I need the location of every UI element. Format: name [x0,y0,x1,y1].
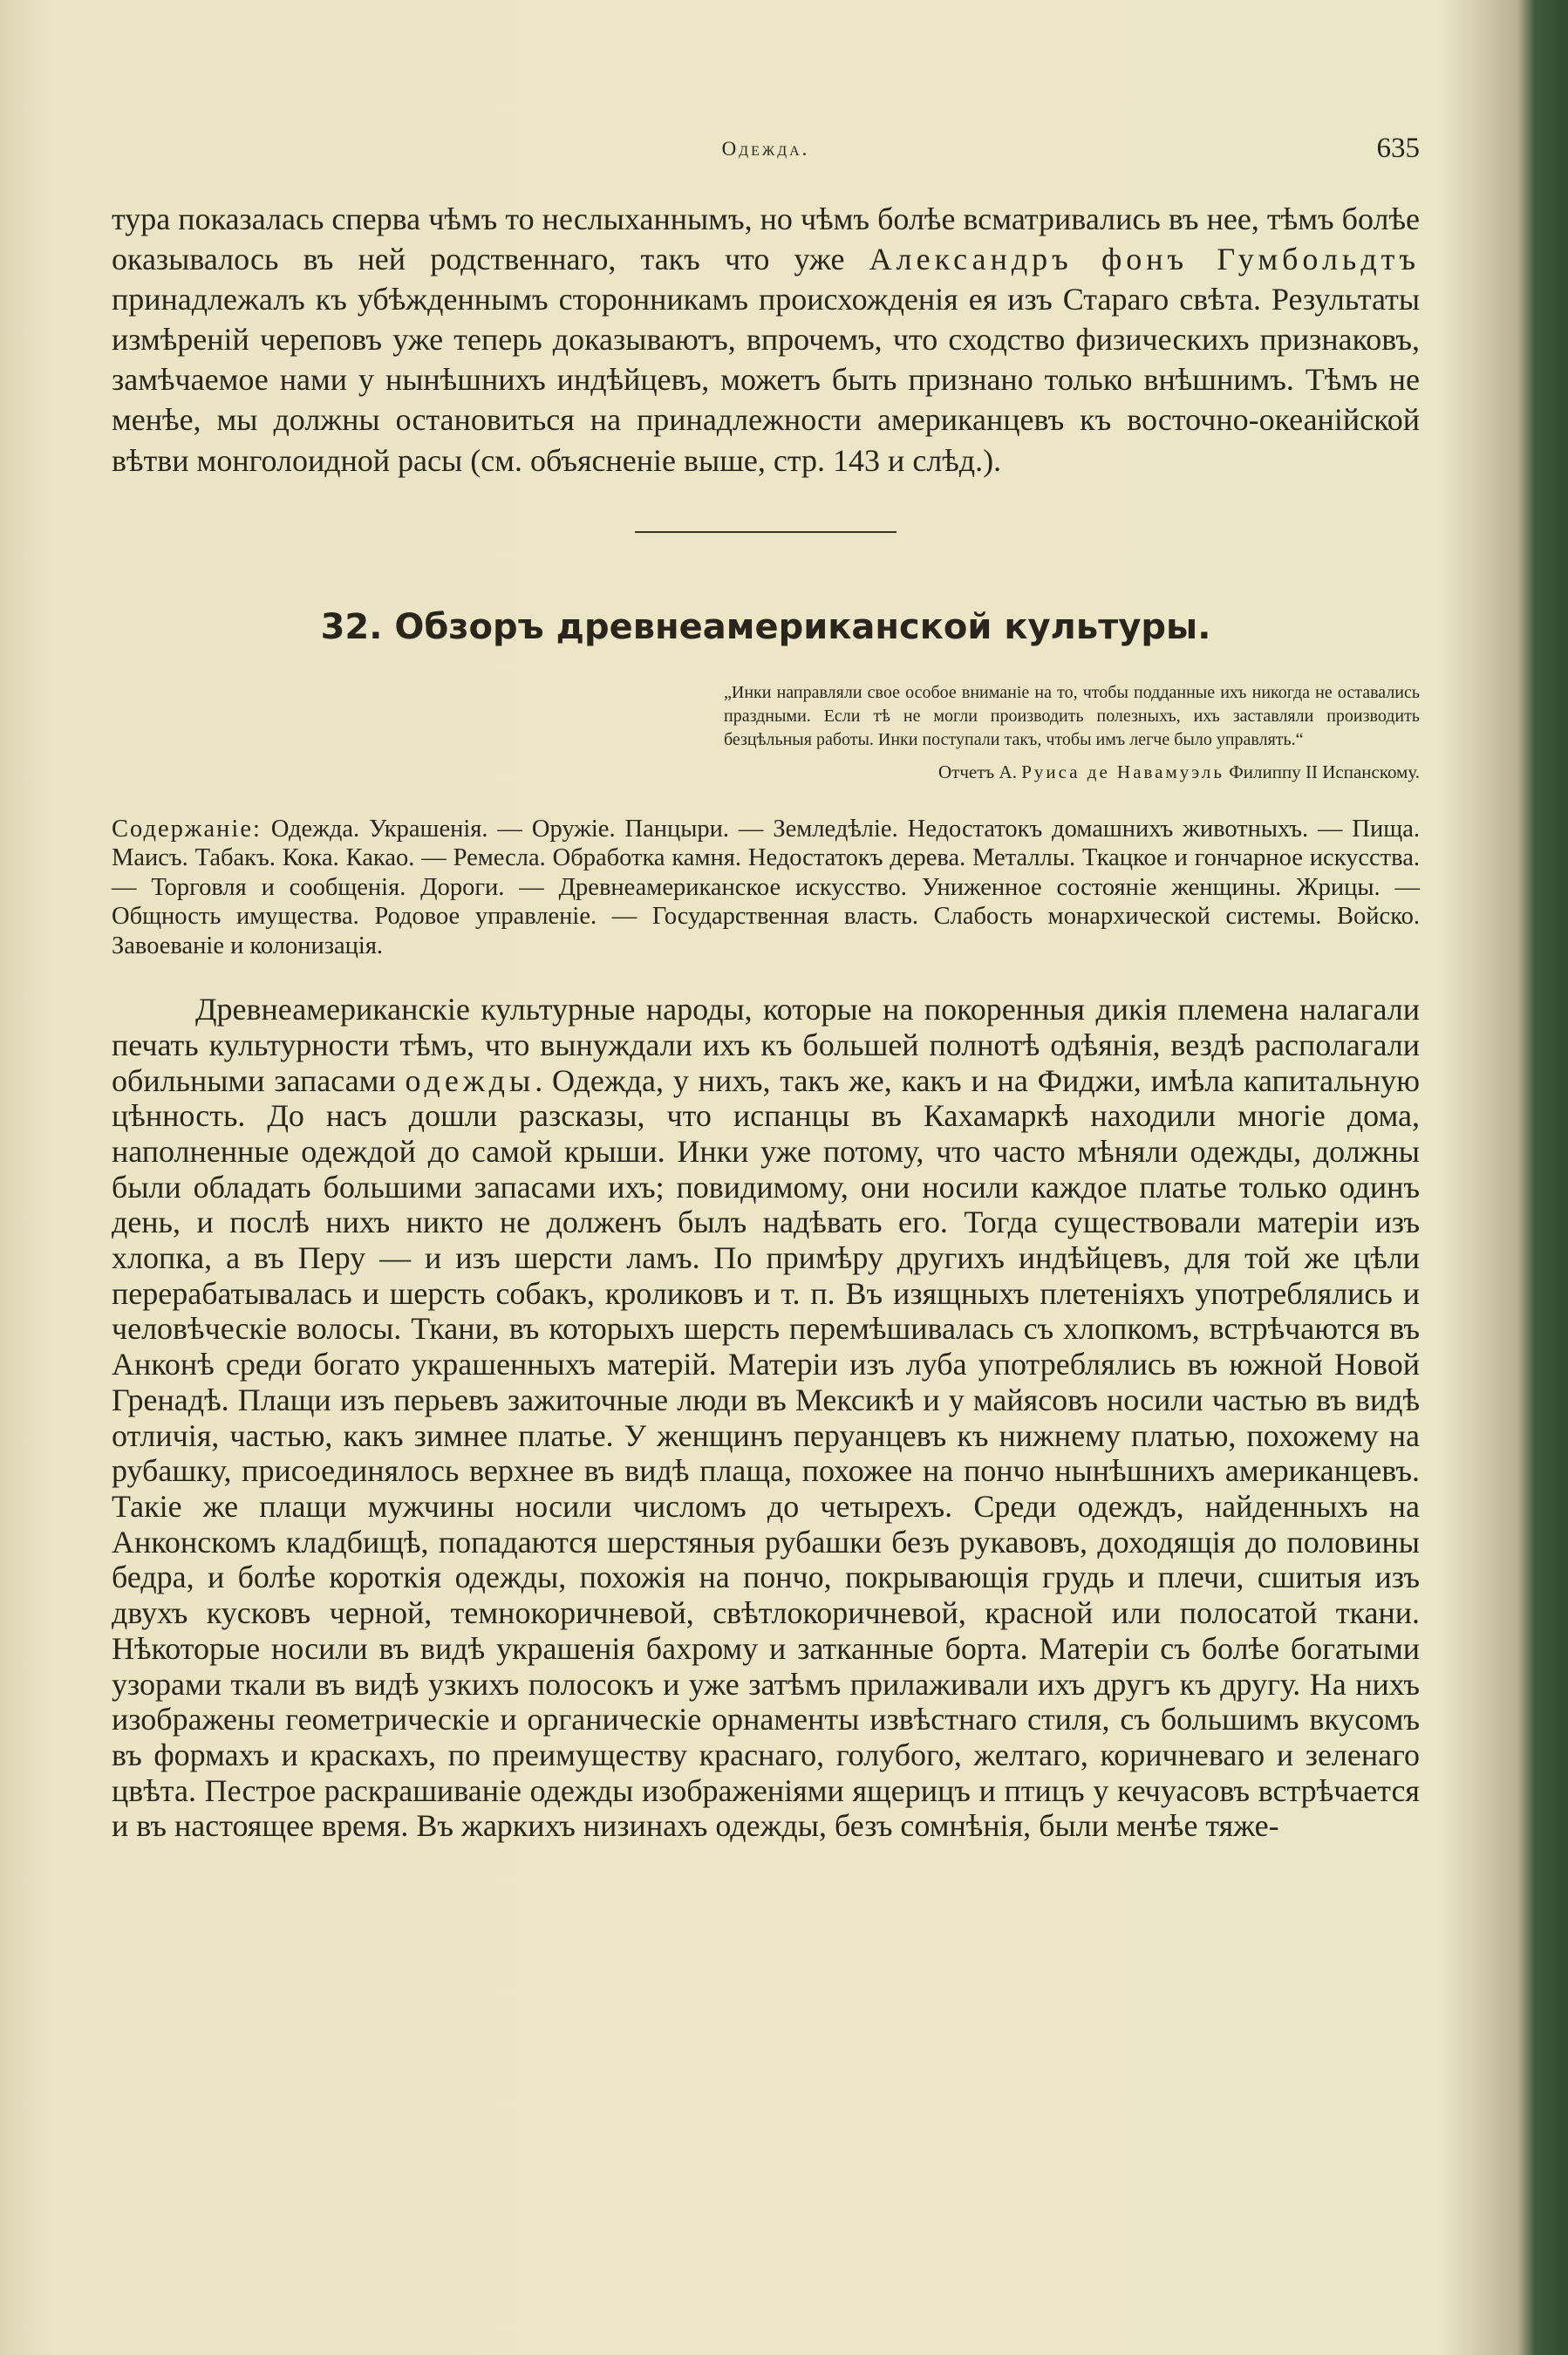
page-number: 635 [1376,133,1420,164]
body-spaced-word: одежды [405,1062,535,1098]
body-text-part1: Древнеамериканскіе культурные народы, которые на покоренныя дикія племена налагали печать культурности тѣмъ, что вынуждали ихъ къ большей полнотѣ одѣянія, вездѣ располагали обильными запасами [112,992,1420,1098]
intro-text-part1: тура показалась сперва чѣмъ то неслыханнымъ, но чѣмъ болѣе всматривались въ нее, тѣмъ болѣе оказывалось въ ней родственнаго, такъ что уже [112,201,1420,277]
intro-paragraph [112,199,1420,481]
epigraph-source-name: Руиса де Навамуэль [1021,761,1224,782]
epigraph [724,681,1420,785]
epigraph-source-prefix: Отчетъ А. [938,761,1022,782]
page-content [112,199,1420,1875]
section-summary [112,815,1420,961]
summary-text: Одежда. Украшенія. — Оружіе. Панцыри. — Земледѣліе. Недостатокъ домашнихъ животныхъ. — Пища. Маисъ. Табакъ. Кока. Какао. — Ремесла. Обработка камня. Недостатокъ дерева. Металлы. Ткацкое и гончарное искусства. — Торговля и сообщенія. Дороги. — Древнеамериканское искусство. Униженное состояніе женщины. Жрицы. — Общность имущества. Родовое управленіе. — Государственная власть. Слабость монархической системы. Войско. Завоеваніе и колонизація. [112,815,1420,959]
intro-text-part2: принадлежалъ къ убѣжденнымъ сторонникамъ происхожденія ея изъ Стараго свѣта. Результаты измѣреній череповъ уже теперь доказываютъ, впрочемъ, что сходство физическихъ признаковъ, замѣчаемое нами у нынѣшнихъ индѣйцевъ, можетъ быть признано только внѣшнимъ. Тѣмъ не менѣе, мы должны остановиться на принадлежности американцевъ къ восточно-океанійской вѣтви монголоидной расы (см. объясненіе выше, стр. 143 и слѣд.). [112,282,1420,478]
page-header [112,133,1420,176]
epigraph-quote: „Инки направляли свое особое вниманіе на то, чтобы подданные ихъ никогда не оставались праздными. Если тѣ не могли производить полезныхъ, ихъ заставляли производить безцѣльныя работы. Инки поступали такъ, чтобы имъ легче было управлять.“ [724,682,1420,749]
intro-spaced-name: Александръ фонъ Гумбольдтъ [869,242,1420,277]
summary-label: Содержаніе: [112,815,262,843]
section-divider [635,531,896,533]
epigraph-source-suffix: Филиппу II Испанскому. [1224,761,1420,782]
epigraph-source [724,759,1420,785]
running-head: Одежда. [721,138,810,160]
body-paragraph [112,992,1420,1844]
body-text-part2: . Одежда, у нихъ, такъ же, какъ и на Фиджи, имѣла капитальную цѣнность. До насъ дошли разсказы, что испанцы въ Кахамаркѣ находили многіе дома, наполненные одеждой до самой крыши. Инки уже потому, что часто мѣняли одежды, должны были обладать большими запасами ихъ; повидимому, они носили каждое платье только одинъ день, и послѣ нихъ никто не долженъ былъ надѣвать его. Тогда существовали матеріи изъ хлопка, а въ Перу — и изъ шерсти ламъ. По примѣру другихъ индѣйцевъ, для той же цѣли перерабатывалась и шерсть собакъ, кроликовъ и т. п. Въ изящныхъ плетеніяхъ употреблялись и человѣческіе волосы. Ткани, въ которыхъ шерсть перемѣшивалась съ хлопкомъ, встрѣчаются въ Анконѣ среди богато украшенныхъ матерій. Матеріи изъ луба употреблялись въ южной Новой Гренадѣ. Плащи изъ перьевъ зажиточные люди въ Мексикѣ и у майясовъ носили частью въ видѣ отличія, частью, какъ зимнее платье. У женщинъ перуанцевъ къ нижнему платью, похожему на рубашку, присоединялось верхнее въ видѣ плаща, похожее на пончо нынѣшнихъ американцевъ. Такіе же плащи мужчины носили числомъ до четырехъ. Среди одеждъ, найденныхъ на Анконскомъ кладбищѣ, попадаются шерстяныя рубашки безъ рукавовъ, доходящія до половины бедра, и болѣе короткія одежды, похожія на пончо, покрывающія грудь и плечи, сшитыя изъ двухъ кусковъ черной, темнокоричневой, свѣтлокоричневой, красной или полосатой ткани. Нѣкоторые носили въ видѣ украшенія бахрому и затканные борта. Матеріи съ болѣе богатыми узорами ткали въ видѣ узкихъ полосокъ и уже затѣмъ прилаживали ихъ другъ къ другу. На нихъ изображены геометрическіе и органическіе орнаменты извѣстнаго стиля, съ большимъ вкусомъ въ формахъ и краскахъ, по преимуществу краснаго, голубого, желтаго, коричневаго и зеленаго цвѣта. Пестрое раскрашиваніе одежды изображеніями ящерицъ и птицъ у кечуасовъ встрѣчается и въ настоящее время. Въ жаркихъ низинахъ одежды, безъ сомнѣнія, были менѣе тяже- [112,1062,1420,1844]
section-title: 32. Обзоръ древнеамериканской культуры. [320,606,1211,647]
